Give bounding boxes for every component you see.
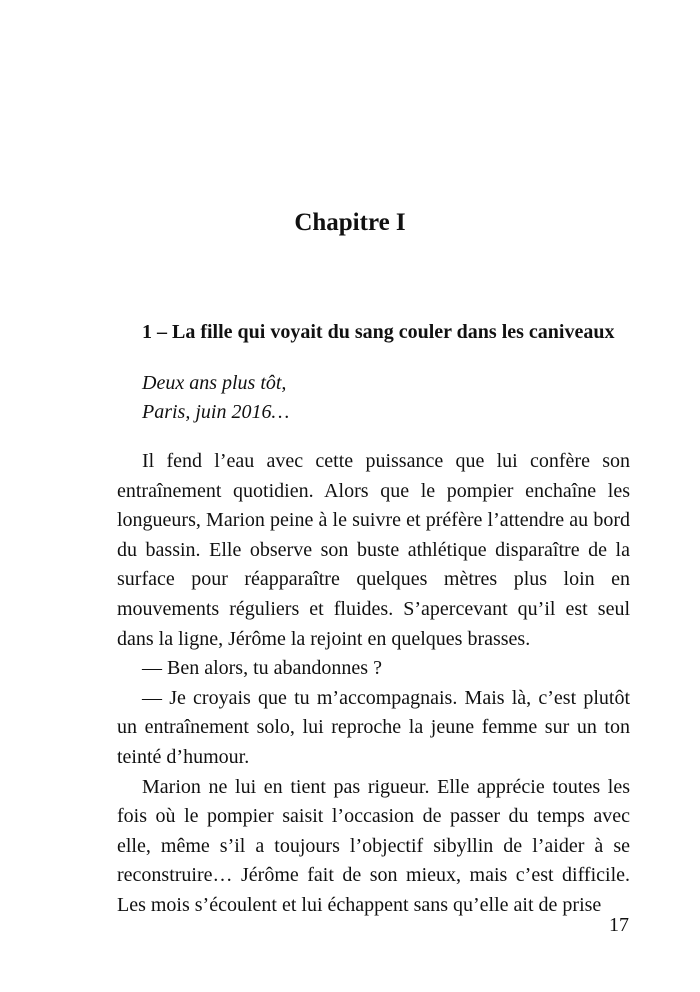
dialogue-line: — Je croyais que tu m’accompagnais. Mais là, c’est plutôt un entraînement solo, lui reproche la jeune femme sur un ton teinté d’humour. xyxy=(117,686,630,768)
chapter-title: Chapitre I xyxy=(294,209,406,236)
section-title: 1 – La fille qui voyait du sang couler dans les caniveaux xyxy=(142,321,615,343)
paragraph: Marion ne lui en tient pas rigueur. Elle apprécie toutes les fois où le pompier saisit l’occasion de passer du temps avec elle, même s’il a toujours l’objectif sibyllin de l’aider à se reconstruire… Jérôme fait de son mieux, mais c’est difficile. Les mois s’écoulent et lui échappent sans qu’elle ait de prise xyxy=(117,775,630,916)
epigraph xyxy=(142,369,289,427)
dialogue-line: — Ben alors, tu abandonnes ? xyxy=(142,657,382,680)
body-text xyxy=(117,447,630,921)
epigraph-line-time: Deux ans plus tôt, xyxy=(142,372,287,394)
page-number: 17 xyxy=(609,914,629,936)
paragraph: Il fend l’eau avec cette puissance que lui confère son entraînement quotidien. Alors que le pompier enchaîne les longueurs, Marion peine à le suivre et préfère l’attendre au bord du bassin. Elle observe son buste athlétique disparaître de la surface pour réapparaître quelques mètres plus loin en mouvements réguliers et fluides. S’apercevant qu’il est seul dans la ligne, Jérôme la rejoint en quelques brasses. xyxy=(117,450,630,650)
epigraph-line-place: Paris, juin 2016… xyxy=(142,401,290,423)
